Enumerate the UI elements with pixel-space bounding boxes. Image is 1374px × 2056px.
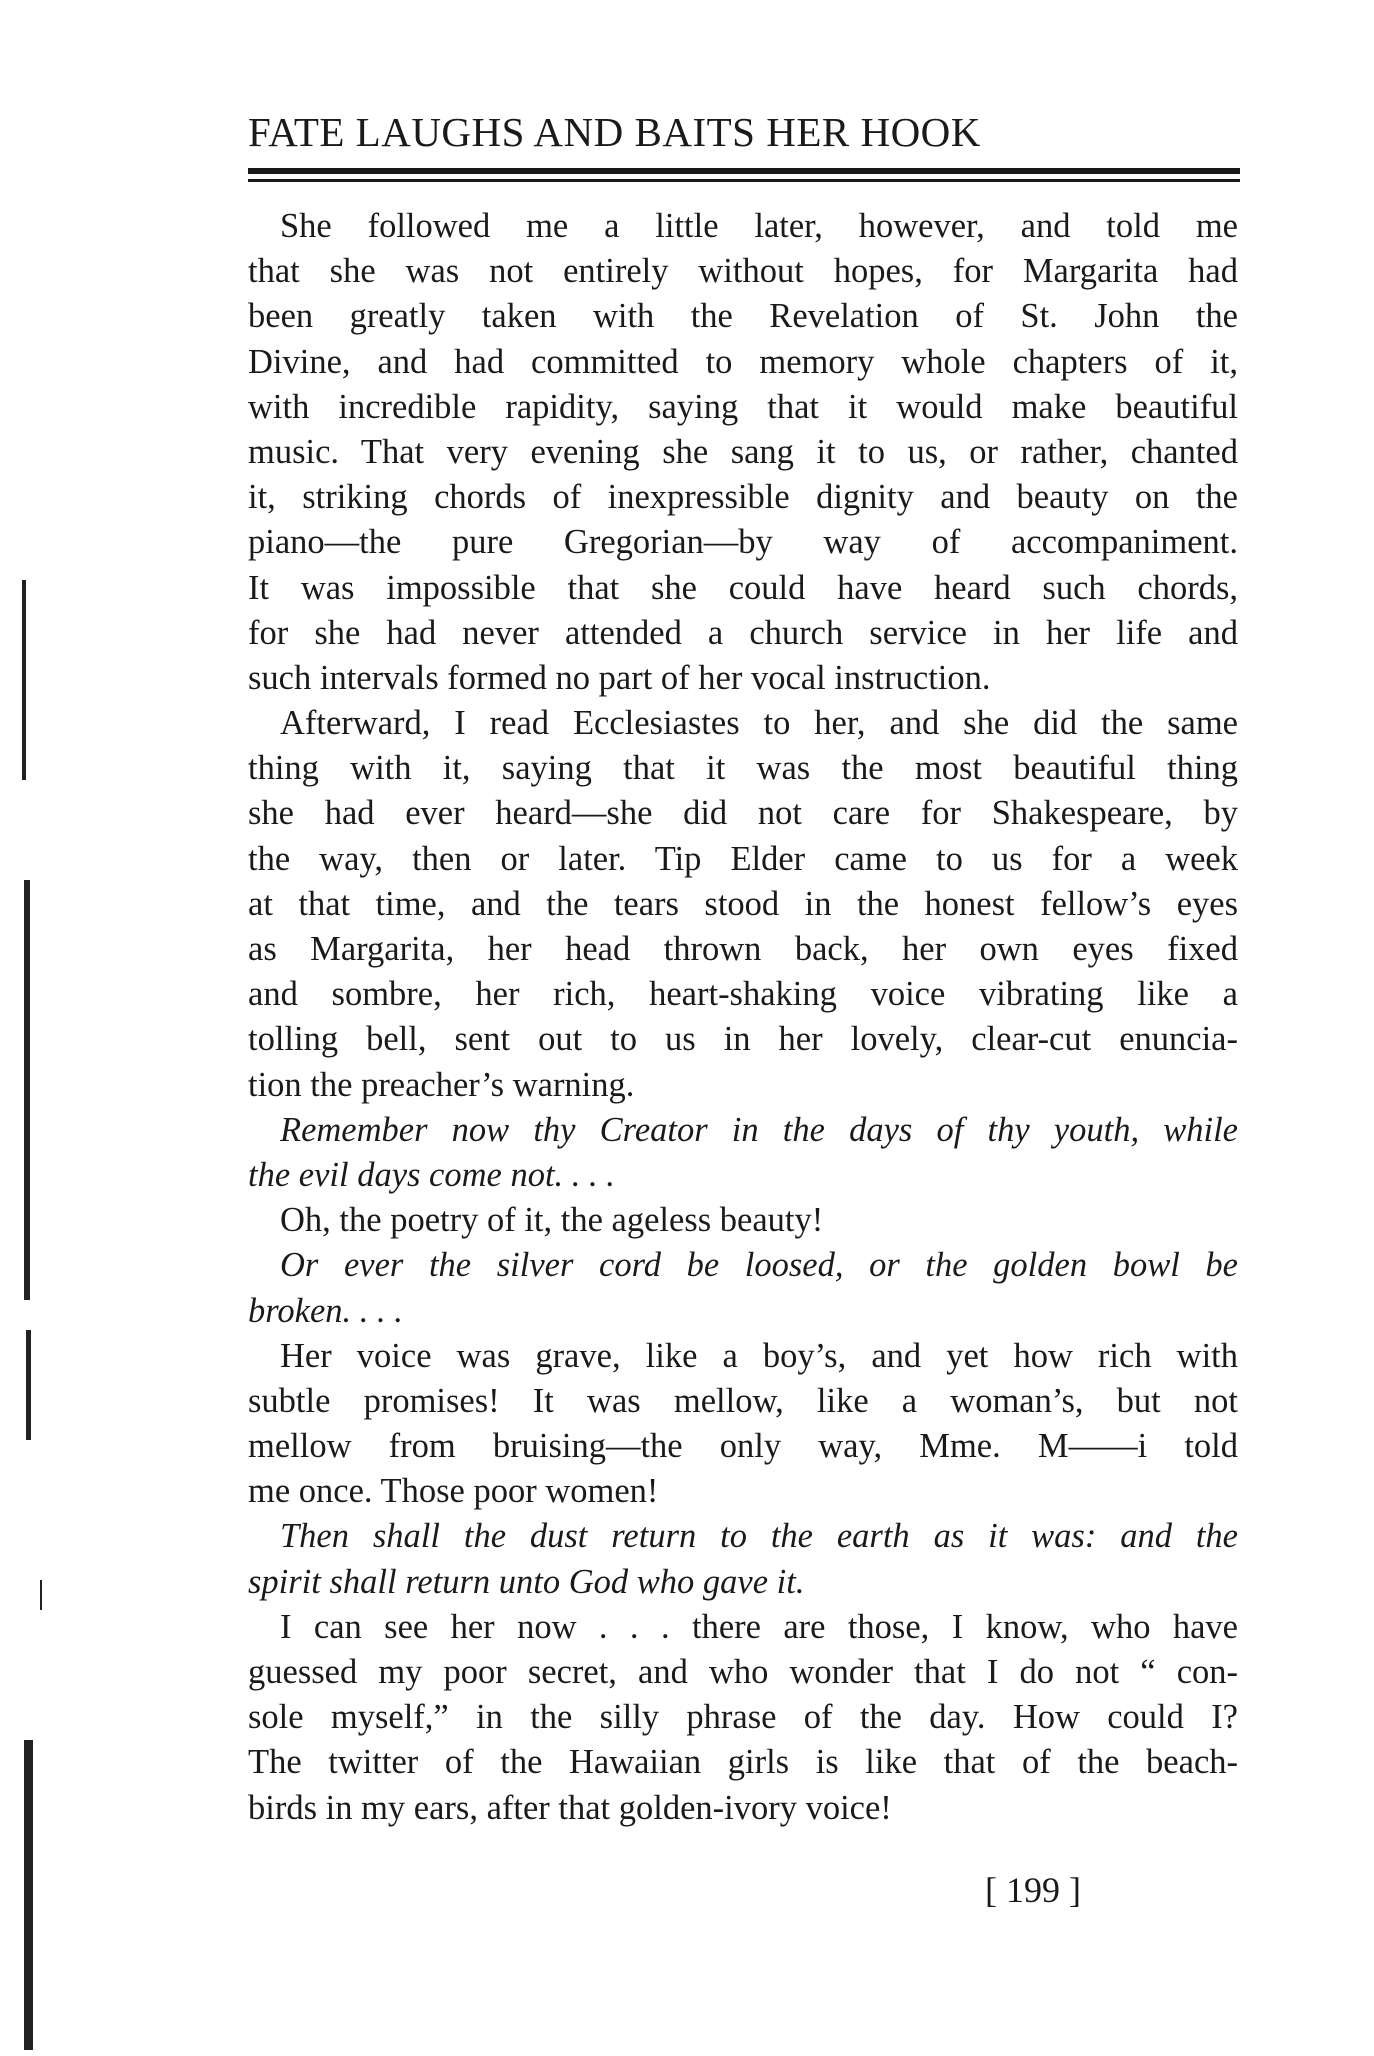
text-line: it, striking chords of inexpressible dignity and beauty on the xyxy=(248,478,1238,517)
text-line: tion the preacher’s warning. xyxy=(248,1065,635,1104)
text-line: with incredible rapidity, saying that it would make beautiful xyxy=(248,387,1238,426)
text-line: music. That very evening she sang it to us, or rather, chanted xyxy=(248,432,1238,471)
text-line: She followed me a little later, however, and told me xyxy=(280,207,1238,245)
binding-shadow xyxy=(0,0,60,2056)
binding-mark xyxy=(26,1330,31,1440)
text-line: Divine, and had committed to memory whole chapters of it, xyxy=(248,342,1238,381)
text-line: as Margarita, her head thrown back, her own eyes fixed xyxy=(248,930,1238,968)
paragraph xyxy=(248,1198,1238,1243)
text-line: been greatly taken with the Revelation of St. John the xyxy=(248,297,1238,336)
scripture-quotation xyxy=(248,1243,1238,1333)
binding-mark xyxy=(40,1580,42,1610)
page-number: [ 199 ] xyxy=(985,1870,1081,1910)
body-text xyxy=(248,204,1238,1831)
text-line: mellow from bruising—the only way, Mme. M——i told xyxy=(248,1427,1238,1466)
text-line: at that time, and the tears stood in the honest fellow’s eyes xyxy=(248,884,1238,923)
text-line: me once. Those poor women! xyxy=(248,1472,659,1511)
text-line: thing with it, saying that it was the most beautiful thing xyxy=(248,749,1238,788)
text-line: Then shall the dust return to the earth as it was: and the xyxy=(280,1517,1238,1556)
text-line: I can see her now . . . there are those, I know, who have xyxy=(280,1607,1238,1646)
text-line: Oh, the poetry of it, the ageless beauty! xyxy=(280,1201,824,1240)
header-rule-thin xyxy=(248,179,1240,182)
text-line: she had ever heard—she did not care for Shakespeare, by xyxy=(248,794,1238,833)
text-line: tolling bell, sent out to us in her lovely, clear-cut enuncia- xyxy=(248,1020,1238,1059)
text-line: the way, then or later. Tip Elder came to us for a week xyxy=(248,839,1238,878)
text-line: Her voice was grave, like a boy’s, and yet how rich with xyxy=(280,1336,1238,1375)
paragraph xyxy=(248,1334,1238,1515)
scripture-quotation xyxy=(248,1108,1238,1198)
text-line: spirit shall return unto God who gave it. xyxy=(248,1562,805,1601)
paragraph xyxy=(248,701,1238,1108)
paragraph xyxy=(248,1605,1238,1831)
text-line: broken. . . . xyxy=(248,1291,403,1330)
running-head: FATE LAUGHS AND BAITS HER HOOK xyxy=(248,109,981,155)
text-line: such intervals formed no part of her vocal instruction. xyxy=(248,658,991,697)
text-line: piano—the pure Gregorian—by way of accompaniment. xyxy=(248,523,1238,562)
text-line: the evil days come not. . . . xyxy=(248,1155,615,1194)
text-line: It was impossible that she could have heard such chords, xyxy=(248,568,1238,607)
paragraph xyxy=(248,204,1238,701)
text-line: Remember now thy Creator in the days of thy youth, while xyxy=(280,1110,1238,1149)
text-line: sole myself,” in the silly phrase of the day. How could I? xyxy=(248,1698,1238,1737)
text-line: birds in my ears, after that golden-ivory voice! xyxy=(248,1788,892,1827)
binding-mark xyxy=(24,1740,33,2050)
binding-mark xyxy=(24,880,30,1300)
header-rule-thick xyxy=(248,168,1240,174)
text-line: The twitter of the Hawaiian girls is like that of the beach- xyxy=(248,1743,1238,1782)
text-line: Afterward, I read Ecclesiastes to her, and she did the same xyxy=(280,704,1238,743)
binding-mark xyxy=(22,580,26,780)
text-line: that she was not entirely without hopes, for Margarita had xyxy=(248,252,1238,291)
text-line: subtle promises! It was mellow, like a woman’s, but not xyxy=(248,1381,1238,1420)
text-line: and sombre, her rich, heart-shaking voice vibrating like a xyxy=(248,975,1238,1014)
text-line: Or ever the silver cord be loosed, or the golden bowl be xyxy=(280,1246,1238,1285)
text-line: for she had never attended a church service in her life and xyxy=(248,613,1238,652)
scripture-quotation xyxy=(248,1514,1238,1604)
text-line: guessed my poor secret, and who wonder that I do not “ con- xyxy=(248,1653,1238,1691)
